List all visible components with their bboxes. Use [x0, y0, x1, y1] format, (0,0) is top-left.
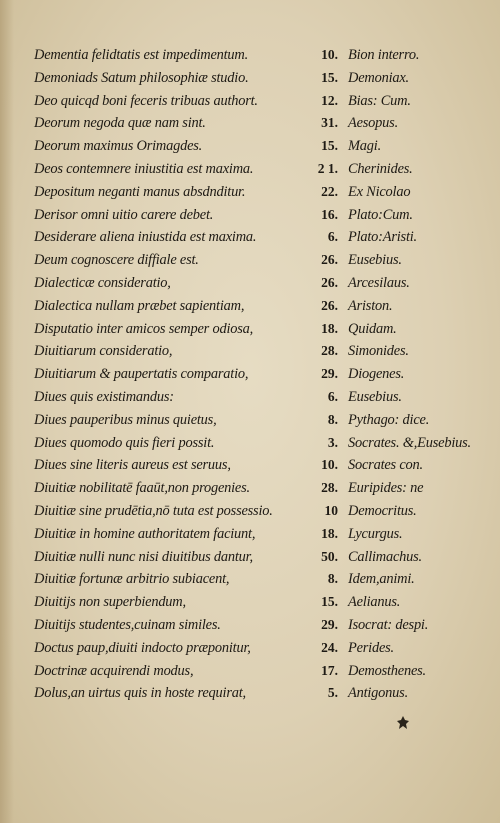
- index-entry: [34, 44, 464, 67]
- index-entry: [34, 295, 464, 318]
- entry-author: Magi.: [348, 138, 381, 155]
- entry-reference-number: 10.: [321, 47, 338, 62]
- entry-reference-number: 15.: [321, 69, 338, 85]
- entry-subject: Diuitiarum & paupertatis comparatio,: [34, 366, 249, 383]
- entry-subject: Diuitiæ nobilitatē faaūt,non progenies.: [34, 480, 250, 497]
- entry-subject: Deum cognoscere diffiale est.: [34, 252, 199, 269]
- entry-reference-number: 5.: [327, 685, 338, 701]
- entry-subject: Disputatio inter amicos semper odiosa,: [34, 320, 254, 337]
- entry-reference-number: 10: [324, 502, 338, 518]
- entry-reference-number: 31.: [321, 115, 338, 131]
- entry-reference-number: 26.: [321, 252, 338, 268]
- index-entry: [34, 386, 464, 409]
- index-entry: [34, 500, 464, 523]
- entry-reference-number: 17.: [321, 662, 338, 678]
- entry-reference-number: 16.: [321, 206, 338, 222]
- entry-reference-number: 8.: [327, 411, 338, 427]
- index-entry: [34, 90, 464, 113]
- index-entry: [34, 363, 464, 386]
- entry-subject: Diuitijs non superbiendum,: [34, 594, 186, 611]
- entry-author: Antigonus.: [348, 685, 408, 702]
- entry-subject: Deos contemnere iniustitia est maxima.: [34, 160, 254, 177]
- entry-author: Aelianus.: [348, 594, 401, 611]
- entry-reference-number: 29.: [321, 616, 338, 632]
- index-entry: [34, 249, 464, 272]
- printer-ornament-icon: [396, 715, 410, 731]
- entry-subject: Diuitiæ sine prudētia,nō tuta est possessio.: [34, 502, 273, 519]
- entry-reference-number: 6.: [327, 229, 338, 245]
- entry-reference-number: 6.: [327, 388, 338, 404]
- index-entry: [34, 67, 464, 90]
- entry-author: Pythago: dice.: [348, 411, 430, 428]
- entry-author: Ariston.: [348, 297, 393, 314]
- index-entry: [34, 135, 464, 158]
- entry-reference-number: 26.: [321, 297, 338, 313]
- entry-author: Ex Nicolao: [348, 183, 411, 200]
- entry-author: Perides.: [348, 639, 394, 656]
- entry-author: Eusebius.: [348, 252, 402, 269]
- entry-author: Socrates. &,Eusebius.: [348, 434, 471, 451]
- entry-author: Plato:Aristi.: [348, 229, 417, 246]
- entry-subject: Diuitiæ in homine authoritatem faciunt,: [34, 525, 256, 542]
- index-entry: [34, 546, 464, 569]
- alphabetical-index: [34, 44, 471, 705]
- entry-author: Eusebius.: [348, 388, 402, 405]
- entry-reference-number: 15.: [321, 138, 338, 154]
- entry-reference-number: 18.: [321, 525, 338, 541]
- entry-reference-number: 26.: [321, 274, 338, 290]
- index-entry: [34, 523, 464, 546]
- index-entry: [34, 432, 471, 455]
- entry-author: Idem,animi.: [348, 571, 415, 588]
- entry-subject: Doctrinæ acquirendi modus,: [34, 662, 194, 679]
- entry-subject: Deo quicqd boni feceris tribuas authort.: [34, 92, 258, 109]
- entry-subject: Diuitiæ fortunæ arbitrio subiacent,: [34, 571, 230, 588]
- entry-reference-number: 3.: [327, 434, 338, 450]
- entry-author: Demoniax.: [348, 69, 409, 86]
- index-entry: [34, 682, 464, 705]
- entry-subject: Dementia felidtatis est impedimentum.: [34, 47, 249, 63]
- entry-reference-number: 28.: [321, 343, 338, 359]
- index-entry: [34, 204, 464, 227]
- entry-subject: Doctus paup,diuiti indocto præponitur,: [34, 639, 251, 656]
- entry-reference-number: 8.: [327, 571, 338, 587]
- entry-author: Demosthenes.: [348, 662, 426, 679]
- entry-author: Cherinides.: [348, 160, 413, 177]
- entry-reference-number: 2 1.: [317, 160, 338, 176]
- entry-reference-number: 18.: [321, 320, 338, 336]
- index-entry: [34, 112, 464, 135]
- entry-reference-number: 22.: [321, 183, 338, 199]
- index-entry: [34, 454, 464, 477]
- index-entry: [34, 568, 464, 591]
- entry-reference-number: 15.: [321, 594, 338, 610]
- entry-author: Diogenes.: [348, 366, 405, 383]
- index-entry: [34, 272, 464, 295]
- entry-author: Bion interro.: [348, 47, 420, 63]
- entry-subject: Diues sine literis aureus est seruus,: [34, 457, 231, 474]
- index-entry: [34, 226, 464, 249]
- index-entry: [34, 158, 464, 181]
- index-entry: [34, 637, 464, 660]
- entry-author: Plato:Cum.: [348, 206, 413, 223]
- entry-reference-number: 50.: [321, 548, 338, 564]
- entry-subject: Demoniads Satum philosophiæ studio.: [34, 69, 249, 86]
- entry-subject: Deorum negoda quæ nam sint.: [34, 115, 206, 132]
- entry-author: Socrates con.: [348, 457, 423, 474]
- entry-subject: Diues quis existimandus:: [34, 388, 174, 405]
- entry-subject: Depositum neganti manus absdnditur.: [34, 183, 246, 200]
- entry-subject: Diuitiarum consideratio,: [34, 343, 173, 360]
- entry-subject: Dialectica nullam præbet sapientiam,: [34, 297, 245, 314]
- entry-reference-number: 29.: [321, 366, 338, 382]
- entry-reference-number: 28.: [321, 480, 338, 496]
- entry-reference-number: 24.: [321, 639, 338, 655]
- index-entry: [34, 409, 464, 432]
- entry-author: Isocrat: despi.: [348, 616, 429, 633]
- entry-subject: Diuitiæ nulli nunc nisi diuitibus dantur,: [34, 548, 253, 565]
- entry-author: Arcesilaus.: [348, 274, 410, 291]
- entry-subject: Dialecticæ consideratio,: [34, 274, 171, 291]
- entry-author: Bias: Cum.: [348, 92, 411, 109]
- entry-author: Democritus.: [348, 502, 417, 519]
- entry-subject: Diues pauperibus minus quietus,: [34, 411, 217, 428]
- entry-author: Callimachus.: [348, 548, 422, 565]
- index-entry: [34, 318, 464, 341]
- entry-subject: Diues quomodo quis fieri possit.: [34, 434, 215, 451]
- entry-subject: Derisor omni uitio carere debet.: [34, 206, 214, 223]
- entry-author: Aesopus.: [348, 115, 398, 132]
- index-entry: [34, 614, 464, 637]
- page-gutter-shadow: [0, 0, 14, 823]
- index-entry: [34, 340, 464, 363]
- entry-subject: Dolus,an uirtus quis in hoste requirat,: [34, 685, 246, 702]
- index-entry: [34, 181, 464, 204]
- entry-subject: Desiderare aliena iniustida est maxima.: [34, 229, 257, 246]
- entry-author: Lycurgus.: [348, 525, 403, 542]
- entry-reference-number: 10.: [321, 457, 338, 473]
- entry-author: Quidam.: [348, 320, 397, 337]
- index-entry: [34, 591, 464, 614]
- entry-subject: Deorum maximus Orimagdes.: [34, 138, 203, 155]
- entry-author: Euripides: ne: [348, 480, 424, 497]
- index-entry: [34, 660, 464, 683]
- entry-reference-number: 12.: [321, 92, 338, 108]
- entry-subject: Diuitijs studentes,cuinam similes.: [34, 616, 221, 633]
- entry-author: Simonides.: [348, 343, 409, 360]
- index-entry: [34, 477, 464, 500]
